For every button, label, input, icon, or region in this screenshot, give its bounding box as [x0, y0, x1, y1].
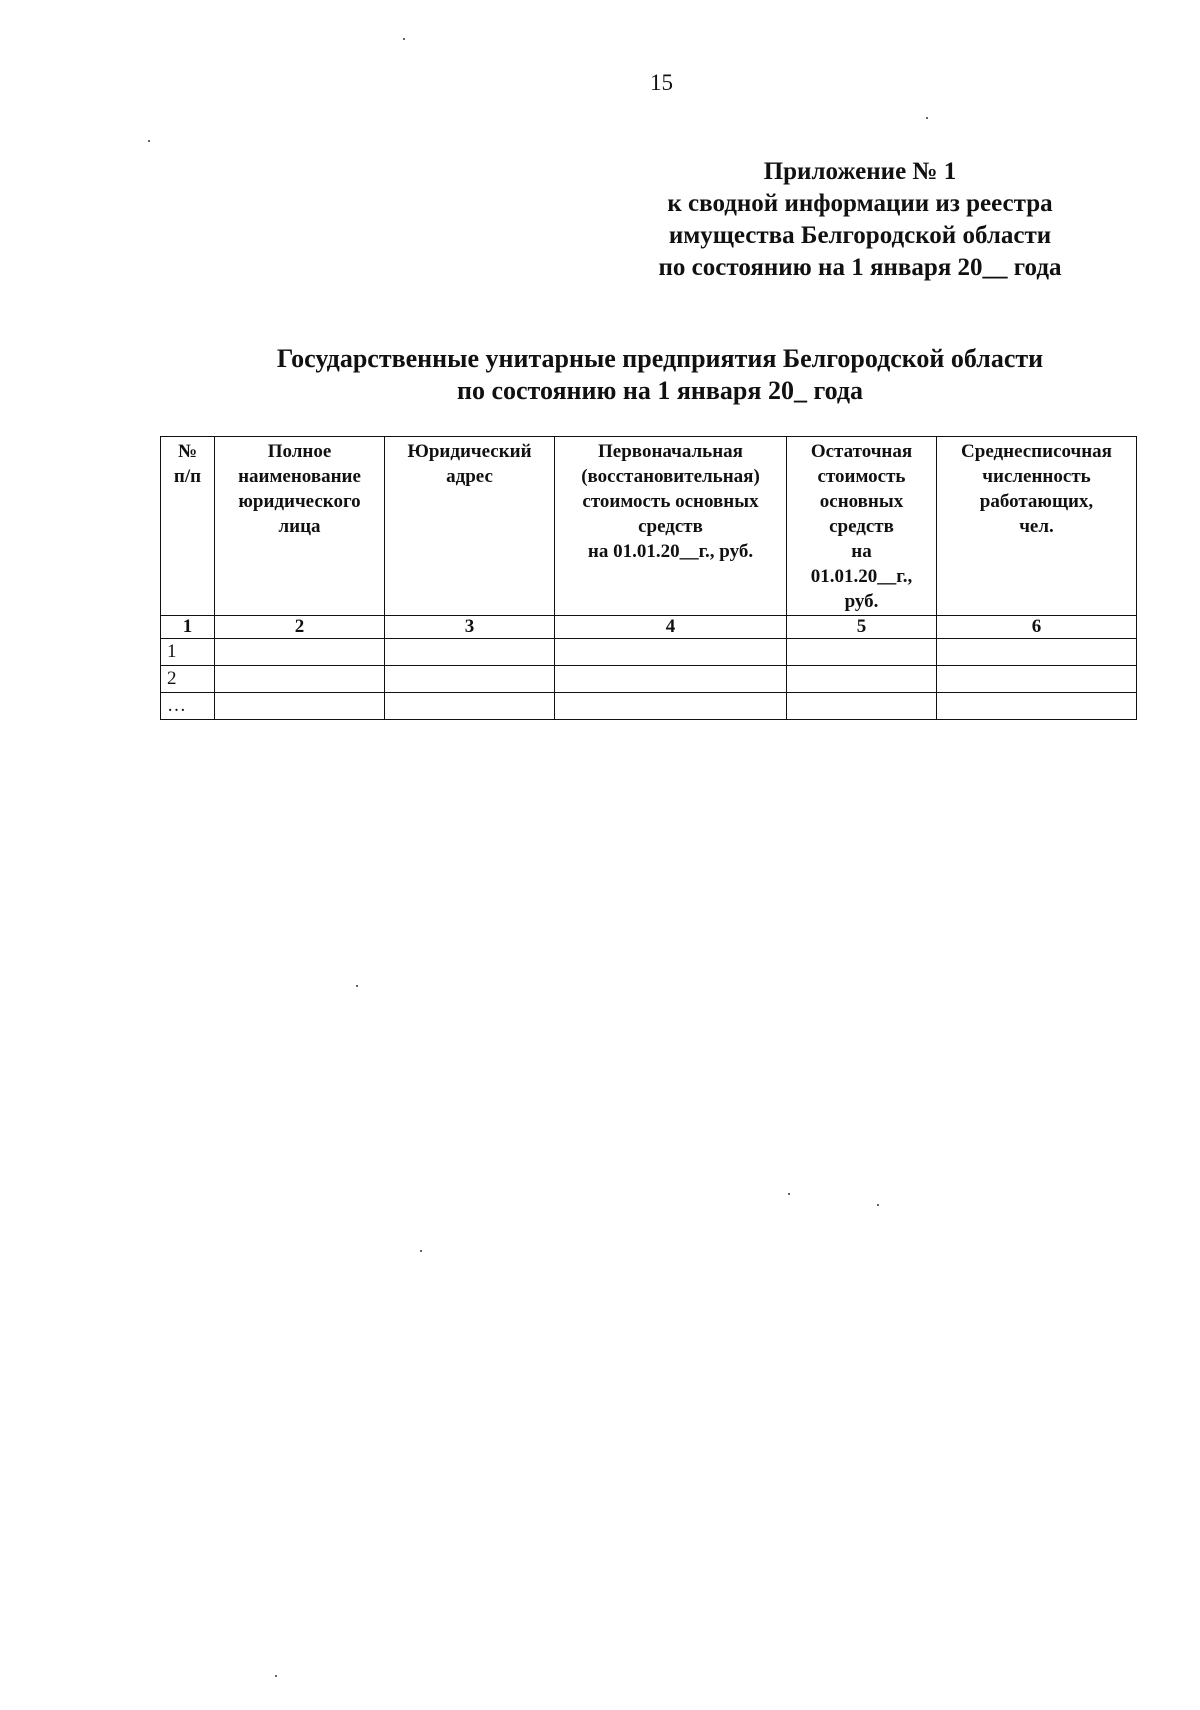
column-number: 4: [555, 616, 787, 639]
table-cell: [555, 666, 787, 693]
scan-speck: [420, 1250, 422, 1252]
page-number: 15: [650, 70, 673, 95]
table-cell: [385, 666, 555, 693]
scan-speck: [403, 38, 405, 40]
table-cell: [787, 666, 937, 693]
appendix-line-1: Приложение № 1: [763, 158, 957, 185]
header-number: № п/п: [161, 437, 215, 616]
document-title: [160, 343, 1160, 407]
scan-speck: [148, 140, 150, 142]
table-row: [161, 639, 1137, 666]
table-cell: …: [161, 693, 215, 720]
table-cell: [937, 639, 1137, 666]
scan-speck: [877, 1204, 879, 1206]
table-header-row: [161, 437, 1137, 616]
title-line-1: Государственные унитарные предприятия Белгородской области: [276, 344, 1044, 373]
appendix-heading: [580, 156, 1140, 284]
table-cell: [555, 639, 787, 666]
table-cell: [937, 666, 1137, 693]
table-row: [161, 666, 1137, 693]
table-cell: [937, 693, 1137, 720]
header-full-name: Полное наименование юридического лица: [215, 437, 385, 616]
header-legal-address: Юридический адрес: [385, 437, 555, 616]
header-initial-cost: Первоначальная (восстановительная) стоимость основных средств на 01.01.20__г., руб.: [555, 437, 787, 616]
table-cell: [385, 693, 555, 720]
column-number: 6: [937, 616, 1137, 639]
table-cell: [385, 639, 555, 666]
table-cell: 2: [161, 666, 215, 693]
appendix-line-2: к сводной информации из реестра: [667, 190, 1053, 217]
column-number: 2: [215, 616, 385, 639]
header-average-headcount: Среднесписочная численность работающих, чел.: [937, 437, 1137, 616]
appendix-line-4: по состоянию на 1 января 20__ года: [658, 254, 1062, 281]
scan-speck: [356, 985, 358, 987]
column-number: 1: [161, 616, 215, 639]
table-cell: [215, 693, 385, 720]
scan-speck: [926, 117, 928, 119]
table-cell: [787, 639, 937, 666]
appendix-line-3: имущества Белгородской области: [668, 222, 1052, 249]
title-line-2: по состоянию на 1 января 20_ года: [456, 376, 864, 405]
table-cell: [215, 639, 385, 666]
column-number: 3: [385, 616, 555, 639]
table-cell: [787, 693, 937, 720]
header-residual-cost: Остаточная стоимость основных средств на 01.01.20__г., руб.: [787, 437, 937, 616]
scan-speck: [275, 1675, 277, 1677]
table-cell: 1: [161, 639, 215, 666]
table-row: [161, 693, 1137, 720]
enterprises-table: [160, 436, 1137, 720]
scan-speck: [788, 1193, 790, 1195]
column-number: 5: [787, 616, 937, 639]
table-cell: [555, 693, 787, 720]
column-number-row: [161, 616, 1137, 639]
table-cell: [215, 666, 385, 693]
